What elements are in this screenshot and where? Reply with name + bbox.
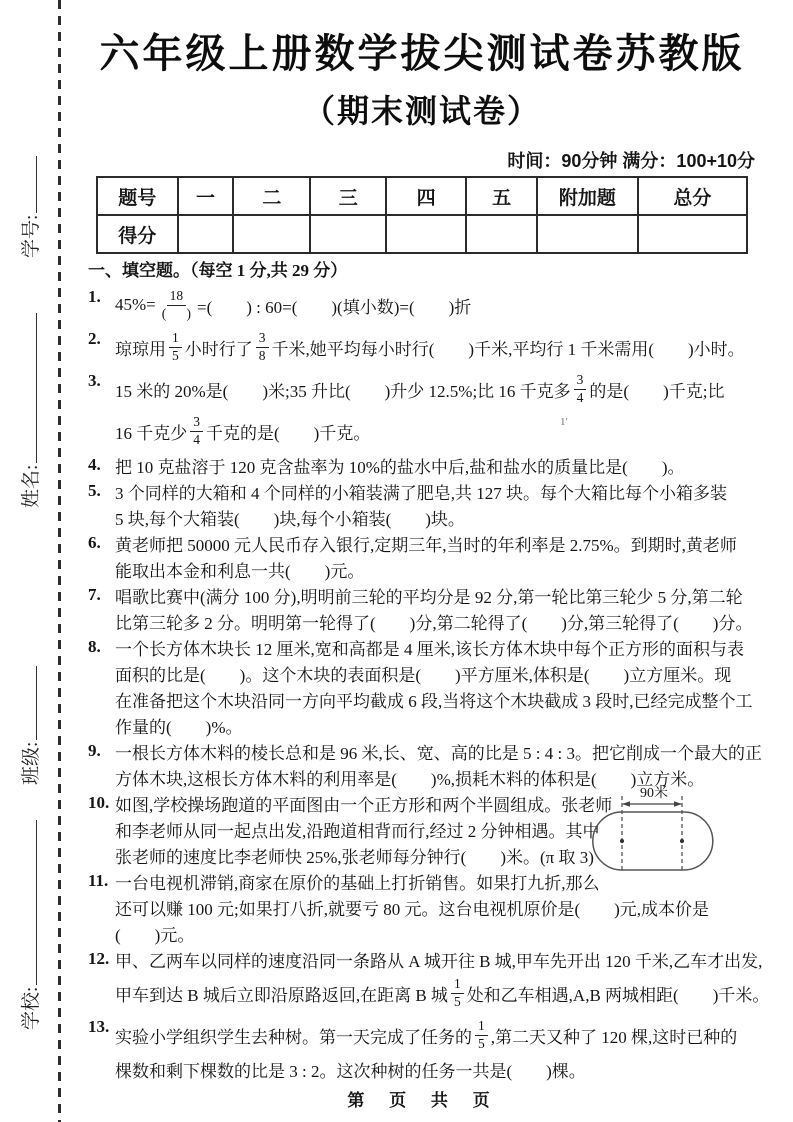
text-segment: 能取出本金和利息一共( )元。: [115, 561, 365, 581]
page-subtitle: （期末测试卷）: [302, 93, 541, 129]
question-line: [115, 326, 764, 368]
text-segment: 棵数和剩下棵数的比是 3 : 2。这次种树的任务一共是( )棵。: [115, 1061, 586, 1081]
school-label: 学校:: [21, 986, 42, 1030]
question-number: 3.: [88, 371, 101, 390]
fraction: [256, 330, 269, 365]
question-lines: [115, 634, 764, 738]
text-segment: 3 个同样的大箱和 4 个同样的小箱装满了肥皂,共 127 块。每个大箱比每个小箱多装: [115, 483, 727, 503]
question-line: [115, 582, 764, 608]
question-number: 4.: [88, 455, 101, 474]
question-line: [115, 368, 764, 410]
student-id-label: 学号:: [21, 214, 42, 258]
text-segment: 作量的( )%。: [115, 717, 243, 737]
question-line: [115, 284, 764, 326]
question-lines: [115, 478, 764, 530]
score-empty-cell: [638, 215, 747, 253]
fraction-numerator: 18: [167, 288, 187, 306]
question-line: [115, 608, 764, 634]
question-number: 8.: [88, 637, 101, 656]
semicircle-center-dot-right: [680, 839, 684, 843]
question-line: [115, 478, 764, 504]
fraction: [190, 414, 203, 449]
score-empty-cell: [386, 215, 466, 253]
question-number: 5.: [88, 481, 101, 500]
question-block: [88, 478, 764, 530]
binding-dashed-line: [58, 0, 61, 1122]
student-name-label: 姓名:: [21, 464, 42, 508]
question-lines: [115, 284, 764, 326]
fraction-numerator: 1: [169, 330, 182, 348]
dimension-arrowhead-right: [674, 801, 682, 807]
question-block: [88, 368, 764, 452]
question-line: [115, 660, 764, 686]
class-label: 班级:: [21, 741, 42, 785]
question-line: [115, 920, 764, 946]
student-name-blank-line: [35, 313, 37, 463]
fraction: [475, 1018, 488, 1053]
question-lines: [115, 1014, 764, 1082]
fraction: [451, 976, 464, 1011]
fraction: [169, 330, 182, 365]
question-block: [88, 946, 770, 1014]
text-segment: 处和乙车相遇,A,B 两城相距( )千米。: [466, 985, 770, 1005]
question-line: [115, 712, 764, 738]
question-line: [115, 1056, 764, 1082]
text-segment: 一根长方体木料的棱长总和是 96 米,长、宽、高的比是 5 : 4 : 3。把它削成一个最大的正: [115, 743, 762, 763]
question-list: [88, 284, 770, 1082]
text-segment: 方体木块,这根长方体木料的利用率是( )%,损耗木料的体积是( )立方米。: [115, 769, 705, 789]
score-empty-cell: [178, 215, 234, 253]
fraction-numerator: 3: [256, 330, 269, 348]
question-lines: [115, 452, 764, 478]
text-segment: 千克的是( )千克。: [206, 423, 371, 443]
score-table-header-cell: 三: [310, 177, 386, 215]
question-line: [115, 634, 764, 660]
question-lines: [115, 368, 764, 452]
text-segment: 比第三轮多 2 分。明明第一轮得了( )分,第二轮得了( )分,第三轮得了( )分。: [115, 613, 753, 633]
page-footer: 第 页 共 页: [347, 1091, 497, 1110]
track-figure: [592, 780, 724, 882]
print-artifact: 1′: [560, 416, 568, 428]
score-empty-cell: [233, 215, 310, 253]
text-segment: 如图,学校操场跑道的平面图由一个正方形和两个半圆组成。张老师: [115, 795, 613, 815]
question-number: 2.: [88, 329, 101, 348]
score-table: [96, 176, 748, 254]
fraction-numerator: 3: [574, 372, 587, 390]
semicircle-center-dot-left: [620, 839, 624, 843]
question-line: [115, 1014, 764, 1056]
text-segment: 15 米的 20%是( )米;35 升比( )升少 12.5%;比 16 千克多: [115, 381, 571, 401]
school-blank-line: [35, 820, 37, 985]
school-field: [16, 820, 43, 1030]
text-segment: 琼琼用: [115, 339, 166, 359]
score-table-header-cell: 五: [466, 177, 537, 215]
text-segment: 面积的比是( )。这个木块的表面积是( )平方厘米,体积是( )立方厘米。现: [115, 665, 732, 685]
score-table-header-cell: 题号: [97, 177, 178, 215]
exam-time-score-info: 时间：90分钟 满分：100+10分: [507, 151, 755, 171]
text-segment: 黄老师把 50000 元人民币存入银行,定期三年,当时的年利率是 2.75%。到期时,黄老师: [115, 535, 737, 555]
text-segment: ,第二天又种了 120 棵,这时已种的: [490, 1027, 738, 1047]
track-dimension-label: 90米: [640, 786, 668, 801]
question-lines: [115, 530, 764, 582]
question-line: [115, 452, 764, 478]
question-line: [115, 504, 764, 530]
text-segment: 实验小学组织学生去种树。第一天完成了任务的: [115, 1027, 472, 1047]
text-segment: 一个长方体木块长 12 厘米,宽和高都是 4 厘米,该长方体木块中每个正方形的面积与表: [115, 639, 744, 659]
text-segment: 唱歌比赛中(满分 100 分),明明前三轮的平均分是 92 分,第一轮比第三轮少 5 分,第二轮: [115, 587, 743, 607]
fraction-denominator: 5: [453, 993, 461, 1009]
fraction-denominator: 4: [193, 431, 200, 447]
text-segment: 还可以赚 100 元;如果打八折,就要亏 80 元。这台电视机原价是( )元,成本价是: [115, 899, 710, 919]
question-line: [115, 946, 764, 972]
question-block: [88, 284, 764, 326]
text-segment: 5 块,每个大箱装( )块,每个小箱装( )块。: [115, 509, 465, 529]
question-block: [88, 634, 764, 738]
fraction: [574, 372, 587, 407]
fraction-denominator: 5: [172, 347, 179, 363]
section-heading: 一、填空题。（每空 1 分,共 29 分）: [88, 261, 348, 280]
text-segment: =( ) : 60=( )(填小数)=( )折: [197, 297, 472, 317]
question-number: 10.: [88, 793, 110, 812]
question-number: 13.: [88, 1017, 110, 1036]
question-number: 9.: [88, 741, 101, 760]
fraction-denominator: 8: [258, 347, 266, 363]
student-name-field: [16, 313, 43, 508]
text-segment: 16 千克少: [115, 423, 188, 443]
score-table-header-cell: 二: [233, 177, 310, 215]
track-outline: [593, 812, 713, 870]
text-segment: 和李老师从同一起点出发,沿跑道相背而行,经过 2 分钟相遇。其中: [115, 821, 600, 841]
score-row-label: 得分: [97, 215, 178, 253]
question-lines: [115, 326, 764, 368]
question-lines: [115, 946, 770, 1014]
text-segment: 甲车到达 B 城后立即沿原路返回,在距离 B 城: [115, 985, 448, 1005]
question-block: [88, 452, 764, 478]
text-segment: 的是( )千克;比: [589, 381, 725, 401]
score-table-header-cell: 一: [178, 177, 234, 215]
class-field: [16, 666, 43, 785]
text-segment: 一台电视机滞销,商家在原价的基础上打折销售。如果打九折,那么: [115, 873, 600, 893]
score-table-header-row: [97, 177, 747, 215]
fraction-denominator: 4: [576, 389, 584, 405]
text-segment: 张老师的速度比李老师快 25%,张老师每分钟行( )米。(π 取 3): [115, 847, 594, 867]
fraction-numerator: 3: [190, 414, 203, 432]
question-number: 11.: [88, 871, 109, 890]
fraction-numerator: 1: [475, 1018, 488, 1036]
question-line: [115, 894, 764, 920]
text-segment: 45%=: [115, 295, 156, 314]
score-empty-cell: [537, 215, 638, 253]
score-empty-cell: [310, 215, 386, 253]
question-line: [115, 972, 770, 1014]
text-segment: 千米,她平均每小时行( )千米,平均行 1 千米需用( )小时。: [271, 339, 745, 359]
fraction-numerator: 1: [451, 976, 464, 994]
question-number: 12.: [88, 949, 110, 968]
question-number: 1.: [88, 287, 101, 306]
fraction-denominator: ( ): [161, 305, 191, 321]
fraction-denominator: 5: [478, 1035, 485, 1051]
score-empty-cell: [466, 215, 537, 253]
class-blank-line: [35, 666, 37, 740]
score-table-header-cell: 四: [386, 177, 466, 215]
text-segment: ( )元。: [115, 925, 195, 945]
question-block: [88, 582, 764, 634]
question-block: [88, 326, 764, 368]
student-id-field: [16, 156, 43, 258]
text-segment: 甲、乙两车以同样的速度沿同一条路从 A 城开往 B 城,甲车先开出 120 千米,乙车才出发,: [115, 951, 763, 971]
page-title: 六年级上册数学拔尖测试卷苏教版: [99, 32, 745, 76]
text-segment: 把 10 克盐溶于 120 克含盐率为 10%的盐水中后,盐和盐水的质量比是( )。: [115, 457, 685, 477]
question-line: [115, 686, 764, 712]
question-number: 6.: [88, 533, 101, 552]
question-line: [115, 738, 764, 764]
student-id-blank-line: [35, 156, 37, 213]
fill-in-blank-section: [88, 258, 770, 1082]
text-segment: 小时行了: [184, 339, 253, 359]
question-block: [88, 530, 764, 582]
text-segment: 在准备把这个木块沿同一方向平均截成 6 段,当将这个木块截成 3 段时,已经完成整个工: [115, 691, 753, 711]
score-table-score-row: [97, 215, 747, 253]
score-table-header-cell: 总分: [638, 177, 747, 215]
dimension-arrowhead-left: [622, 801, 630, 807]
question-lines: [115, 582, 764, 634]
question-block: [88, 1014, 764, 1082]
question-line: [115, 410, 764, 452]
question-number: 7.: [88, 585, 101, 604]
score-table-header-cell: 附加题: [537, 177, 638, 215]
fraction: [159, 288, 194, 323]
question-line: [115, 556, 764, 582]
question-line: [115, 530, 764, 556]
